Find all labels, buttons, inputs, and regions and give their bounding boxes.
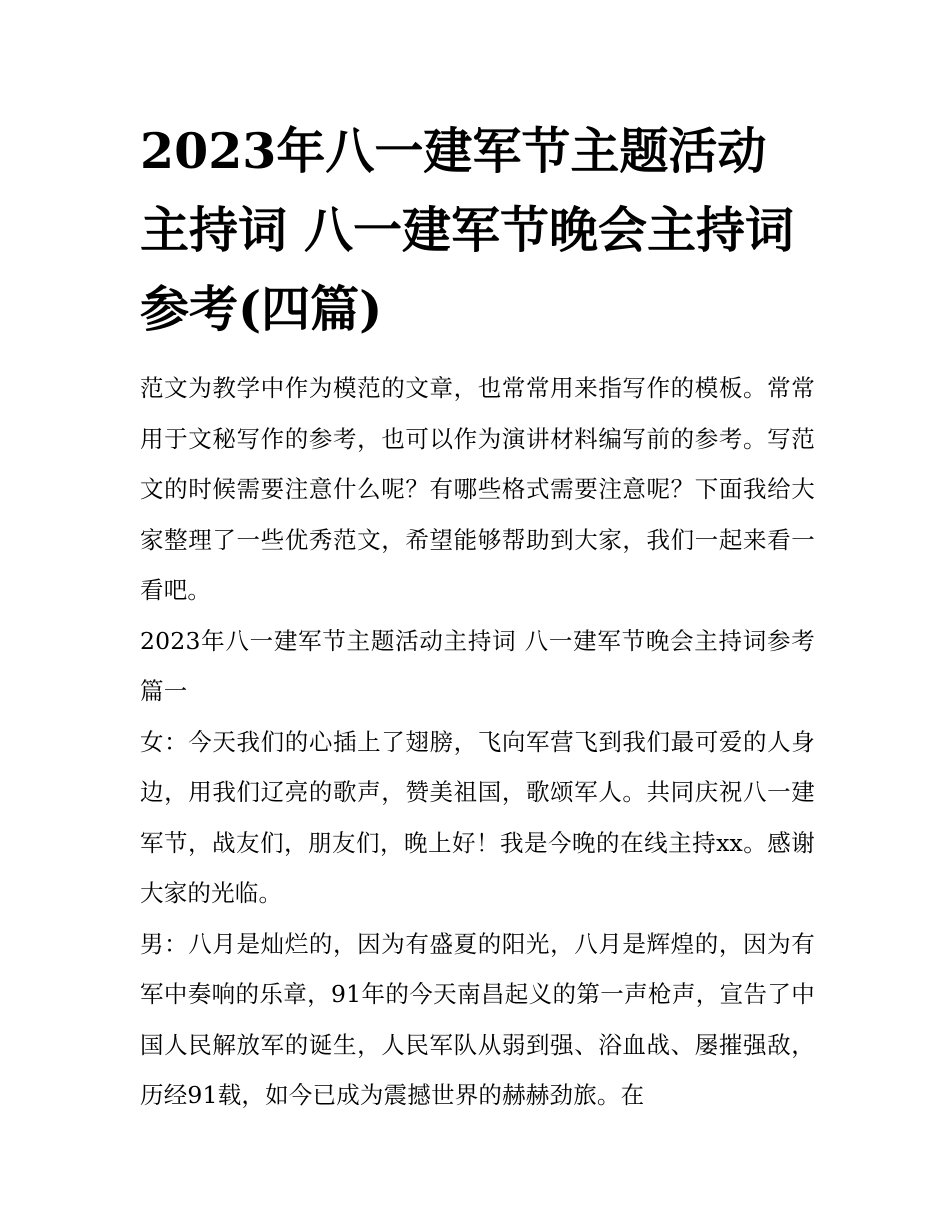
intro-paragraph: 范文为教学中作为模范的文章，也常常用来指写作的模板。常常用于文秘写作的参考，也可以作为演讲材料编写前的参考。写范文的时候需要注意什么呢？有哪些格式需要注意呢？下面我给大家整理了一些优秀范文，希望能够帮助到大家，我们一起来看一看吧。 bbox=[140, 374, 815, 604]
male-host-paragraph: 男：八月是灿烂的，因为有盛夏的阳光，八月是辉煌的，因为有军中奏响的乐章，91年的今天南昌起义的第一声枪声，宣告了中国人民解放军的诞生，人民军队从弱到强、浴血战、屡摧强敌，历经91载，如今已成为震撼世界的赫赫劲旅。在 bbox=[140, 929, 815, 1109]
document-page bbox=[140, 112, 815, 1121]
section-heading: 2023年八一建军节主题活动主持词 八一建军节晚会主持词参考篇一 bbox=[140, 626, 815, 705]
female-host-paragraph: 女：今天我们的心插上了翅膀，飞向军营飞到我们最可爱的人身边，用我们辽亮的歌声，赞美祖国，歌颂军人。共同庆祝八一建军节，战友们，朋友们，晚上好！我是今晚的在线主持xx。感谢大家的光临。 bbox=[140, 727, 815, 907]
document-title: 2023年八一建军节主题活动主持词 八一建军节晚会主持词参考(四篇) bbox=[140, 122, 795, 338]
